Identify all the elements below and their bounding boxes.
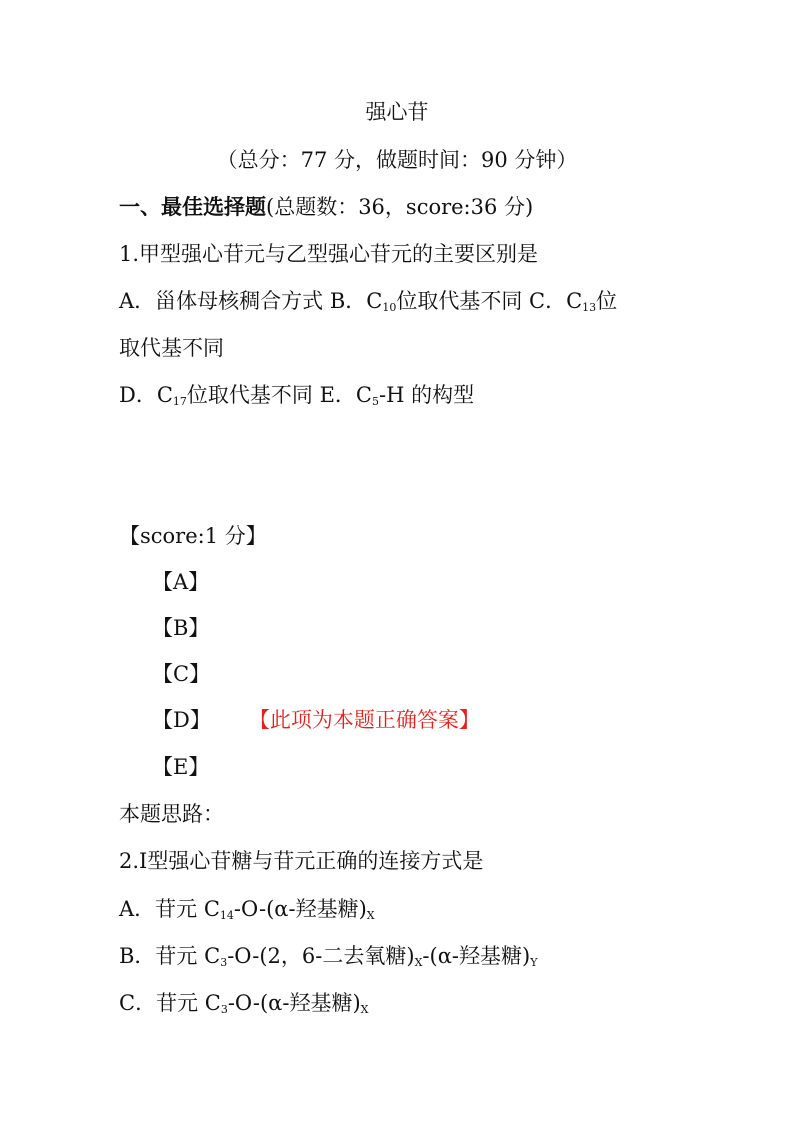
choice-d-label: 【D】 (152, 708, 211, 732)
question-1-score: 【score:1 分】 (119, 524, 267, 548)
question-1-stem: 1.甲型强心苷元与乙型强心苷元的主要区别是 (119, 242, 539, 266)
choice-c: 【C】 (152, 662, 211, 686)
question-2-option-b (119, 942, 684, 977)
q1-option-text: 位取代基不同 C．C (396, 289, 583, 313)
q1-option-text: 位取代基不同 E．C (186, 383, 372, 407)
q2-option-text: -O-(2，6-二去氧糖) (227, 944, 415, 968)
q2-option-text: -(α-羟基糖) (422, 944, 531, 968)
q1-subscript: 5 (371, 395, 379, 408)
section-heading (119, 193, 684, 221)
q2-subscript: X (360, 1003, 369, 1016)
question-2-option-c (119, 989, 684, 1024)
q2-subscript: X (414, 956, 423, 969)
q1-option-text: A．甾体母核稠合方式 B．C (119, 289, 383, 313)
q1-subscript: 10 (382, 301, 397, 314)
question-1-options-line-2: 取代基不同 (119, 336, 224, 360)
section-prefix: 一、 (119, 195, 161, 219)
correct-answer-mark: 【此项为本题正确答案】 (248, 708, 480, 732)
question-1-options-line-3 (119, 381, 684, 416)
question-2-option-a (119, 895, 684, 930)
q1-option-text: 位 (596, 289, 618, 313)
section-detail: (总题数：36，score:36 分) (266, 195, 534, 219)
document-title: 强心苷 (365, 100, 429, 124)
q2-subscript: 3 (220, 956, 228, 969)
choice-a: 【A】 (152, 570, 210, 594)
q2-option-text: -O-(α-羟基糖) (233, 897, 367, 921)
q2-option-text: -O-(α-羟基糖) (227, 991, 361, 1015)
choice-b: 【B】 (152, 616, 210, 640)
choice-d (152, 706, 684, 734)
q2-subscript: Y (530, 956, 538, 969)
q2-subscript: 3 (220, 1003, 228, 1016)
question-1-options-line-1 (119, 287, 684, 322)
question-2-stem: 2.Ⅰ型强心苷糖与苷元正确的连接方式是 (119, 849, 484, 873)
q1-subscript: 13 (582, 301, 597, 314)
q1-option-text: -H 的构型 (378, 383, 475, 407)
q2-option-text: C．苷元 C (119, 991, 221, 1015)
document-subtitle: （总分：77 分，做题时间：90 分钟） (216, 148, 578, 172)
q1-option-text: D．C (119, 383, 173, 407)
q2-subscript: 14 (219, 909, 234, 922)
choice-e: 【E】 (152, 755, 210, 779)
section-name: 最佳选择题 (161, 195, 266, 219)
q2-option-text: B．苷元 C (119, 944, 221, 968)
q1-subscript: 17 (172, 395, 187, 408)
q2-subscript: X (366, 909, 375, 922)
analysis-label: 本题思路： (119, 802, 224, 826)
q2-option-text: A．苷元 C (119, 897, 220, 921)
